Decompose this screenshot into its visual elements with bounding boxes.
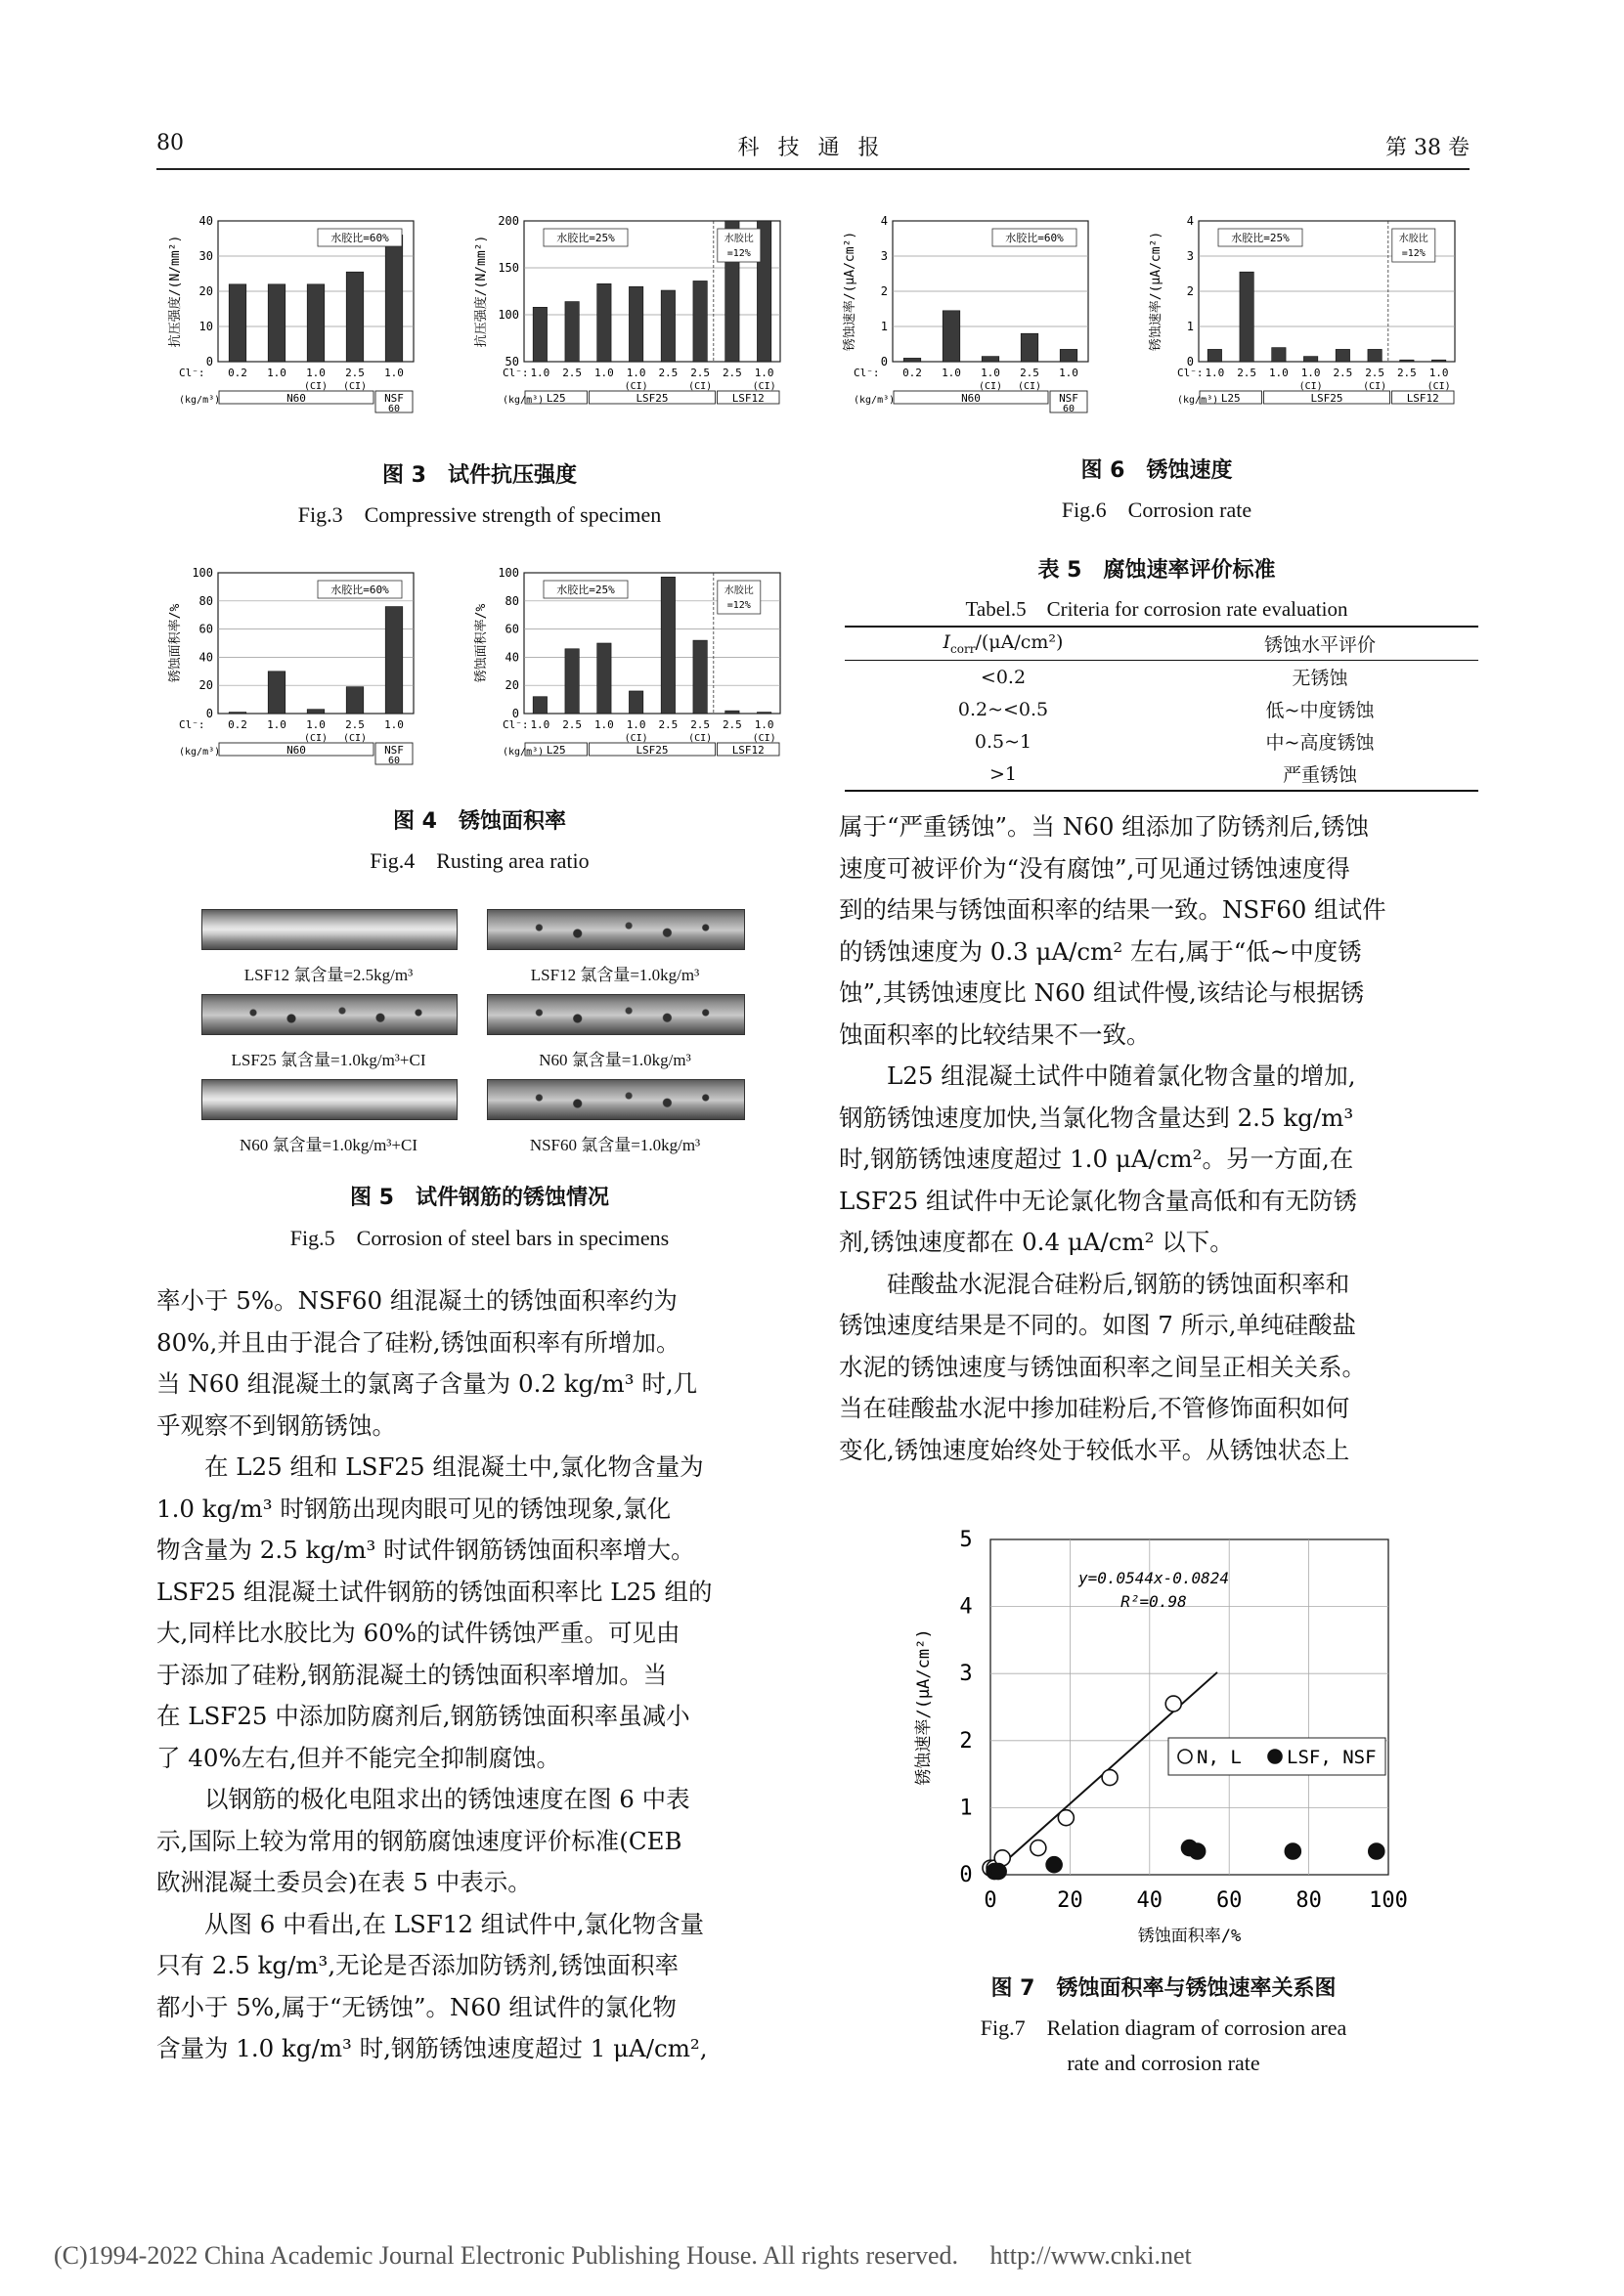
x-tick-label: 2.5 <box>658 367 679 379</box>
fig5-caption-cn: 图 5 试件钢筋的锈蚀情况 <box>350 1186 609 1210</box>
legend-marker-open <box>1178 1750 1192 1763</box>
y-tick-label: 80 <box>505 593 519 608</box>
group-label: NSF <box>1059 392 1078 405</box>
cl-label: Cl⁻: <box>179 367 205 379</box>
group-sublabel: 60 <box>387 404 401 414</box>
y-tick-label: 0 <box>880 355 888 368</box>
x-tick-label: 1.0 <box>626 367 646 379</box>
bar <box>229 284 246 362</box>
bar <box>533 307 547 362</box>
page-number: 80 <box>156 131 184 155</box>
group-label: LSF25 <box>1310 392 1343 405</box>
x-tick-label: 1.0 <box>754 367 774 379</box>
cl-label: Cl⁻: <box>179 718 205 731</box>
x-tick-label: 1.0 <box>1205 367 1225 379</box>
x-tick-label: 2.5 <box>345 718 365 731</box>
y-tick-label: 2 <box>880 284 888 298</box>
x-tick-label: 1.0 <box>593 718 614 731</box>
bar <box>385 607 403 714</box>
group-label: N60 <box>286 392 306 405</box>
y-tick-label: 60 <box>198 622 213 636</box>
fig4-chart <box>164 559 795 792</box>
y-tick-label: 100 <box>498 566 519 580</box>
bar <box>1336 349 1349 362</box>
fig4-caption-en: Fig.4 Rusting area ratio <box>370 848 590 873</box>
cl-label: Cl⁻: <box>854 367 880 379</box>
x-tick-sublabel: (CI) <box>752 733 776 744</box>
y-axis-label: 抗压强度/(N/mm²) <box>168 235 183 348</box>
bar <box>1060 349 1077 362</box>
x-tick-label: 60 <box>1215 1888 1243 1913</box>
bar <box>1368 349 1382 362</box>
table-cell: <0.2 <box>980 666 1027 688</box>
y-tick-label: 50 <box>505 355 519 368</box>
fig6-right-panel <box>1148 214 1455 406</box>
y-tick-label: 0 <box>205 707 213 720</box>
x-tick-label: 0.2 <box>902 367 922 379</box>
fig3-caption-cn: 图 3 试件抗压强度 <box>382 463 577 488</box>
y-axis-label: 锈蚀面积率/% <box>474 603 489 683</box>
y-tick-label: 3 <box>1186 249 1194 263</box>
x-tick-sublabel: (CI) <box>1426 381 1451 392</box>
paragraph: 从图 6 中看出,在 LSF12 组试件中,氯化物含量 只有 2.5 kg/m³,无论是否添加防锈剂,锈蚀面积率 都小于 5%,属于“无锈蚀”。N60 组试件的氯化物 含量为 1.0 kg/m³ 时,钢筋锈蚀速度超过 1 μA/cm², <box>156 1909 708 2062</box>
y-tick-label: 100 <box>498 308 519 322</box>
fig7-scatter <box>900 1525 1408 1955</box>
y-tick-label: 0 <box>511 707 519 720</box>
group-label: LSF12 <box>731 744 765 757</box>
photo-label: N60 氯含量=1.0kg/m³ <box>539 1051 691 1069</box>
note-label: =12% <box>1401 248 1426 259</box>
y-tick-label: 30 <box>198 249 213 263</box>
steel-bar-photo <box>487 909 745 950</box>
x-tick-sublabel: (CI) <box>342 733 368 744</box>
x-tick-sublabel: (CI) <box>1363 381 1387 392</box>
y-tick-label: 60 <box>505 622 519 636</box>
bar <box>903 358 921 362</box>
cl-label: Cl⁻: <box>503 367 529 379</box>
bar <box>565 649 579 714</box>
photo-label: NSF60 氯含量=1.0kg/m³ <box>529 1136 701 1154</box>
x-tick-sublabel: (CI) <box>978 381 1003 392</box>
fig5-caption-en: Fig.5 Corrosion of steel bars in specimens <box>289 1226 670 1250</box>
x-tick-label: 100 <box>1369 1888 1408 1913</box>
x-tick-label: 2.5 <box>1365 367 1385 379</box>
note-label: 水胶比=25% <box>1231 232 1290 244</box>
group-label: LSF25 <box>636 744 669 757</box>
group-sublabel: 60 <box>387 756 401 766</box>
x-axis-label: 锈蚀面积率/% <box>1137 1927 1242 1946</box>
left-column-text <box>156 1280 790 2070</box>
legend-marker-filled <box>1268 1750 1282 1763</box>
fig4-caption-cn: 图 4 锈蚀面积率 <box>393 809 566 834</box>
bar <box>1272 348 1286 362</box>
y-tick-label: 100 <box>192 566 213 580</box>
y-tick-label: 5 <box>959 1528 973 1552</box>
y-axis-label: 锈蚀速率/(μA/cm²) <box>1149 231 1163 352</box>
x-tick-label: 2.5 <box>722 367 742 379</box>
data-point-filled <box>1285 1843 1300 1859</box>
x-tick-label: 1.0 <box>593 367 614 379</box>
x-tick-label: 1.0 <box>530 718 550 731</box>
x-tick-sublabel: (CI) <box>688 733 713 744</box>
fit-equation: y=0.0544x-0.0824 <box>1077 1569 1230 1587</box>
note-label: 水胶比=25% <box>556 232 615 244</box>
note-label: 水胶比=60% <box>330 584 389 596</box>
y-tick-label: 4 <box>1186 214 1194 228</box>
data-point-open <box>1165 1696 1181 1711</box>
photo-label: LSF25 氯含量=1.0kg/m³+CI <box>231 1051 426 1069</box>
paragraph: 硅酸盐水泥混合硅粉后,钢筋的锈蚀面积率和 锈蚀速度结果是不同的。如图 7 所示,单纯硅酸盐 水泥的锈蚀速度与锈蚀面积率之间呈正相关关系。 当在硅酸盐水泥中掺加硅粉后,不管修饰面积如何 变化,锈蚀速度始终处于较低水平。从锈蚀状态上 <box>839 1269 1366 1464</box>
y-tick-label: 0 <box>205 355 213 368</box>
cl-label: Cl⁻: <box>503 718 529 731</box>
x-tick-label: 1.0 <box>754 718 774 731</box>
bar <box>565 302 579 362</box>
unit-label: (kg/m³) <box>854 395 896 406</box>
table-header-level: 锈蚀水平评价 <box>1263 634 1376 656</box>
table-cell: 无锈蚀 <box>1292 668 1348 689</box>
x-tick-sublabel: (CI) <box>752 381 776 392</box>
x-tick-label: 0.2 <box>228 367 247 379</box>
table5-title-cn: 表 5 腐蚀速率评价标准 <box>1037 558 1276 583</box>
x-tick-sublabel: (CI) <box>624 381 648 392</box>
fig3-right-panel <box>473 214 780 406</box>
group-label: NSF <box>384 392 404 405</box>
volume-label: 第 38 卷 <box>1385 136 1470 160</box>
x-tick-label: 2.5 <box>658 718 679 731</box>
group-label: L25 <box>546 392 566 405</box>
paragraph: L25 组混凝土试件中随着氯化物含量的增加, 钢筋锈蚀速度加快,当氯化物含量达到 2.5 kg/m³ 时,钢筋锈蚀速度超过 1.0 μA/cm²。另一方面,在 LSF25 组试件中无论氯化物含量高低和有无防锈 剂,锈蚀速度都在 0.4 μA/cm² 以下。 <box>839 1061 1358 1256</box>
x-tick-label: 2.5 <box>562 367 583 379</box>
x-tick-label: 1.0 <box>306 367 326 379</box>
note-label: =12% <box>726 600 751 611</box>
y-tick-label: 3 <box>959 1662 973 1687</box>
note-label: 水胶比 <box>724 234 754 244</box>
y-tick-label: 1 <box>1186 320 1194 333</box>
journal-title: 科 技 通 报 <box>737 136 886 160</box>
data-point-open <box>1102 1770 1118 1786</box>
bar <box>661 290 675 362</box>
unit-label: (kg/m³) <box>503 395 545 406</box>
unit-label: (kg/m³) <box>1177 395 1219 406</box>
bar <box>1021 333 1038 362</box>
unit-label: (kg/m³) <box>179 747 221 758</box>
y-tick-label: 10 <box>198 320 213 333</box>
group-sublabel: 60 <box>1062 404 1075 414</box>
x-tick-label: 2.5 <box>1333 367 1353 379</box>
cl-label: Cl⁻: <box>1177 367 1204 379</box>
bar <box>725 711 739 714</box>
bar <box>629 286 642 362</box>
fig3-caption-en: Fig.3 Compressive strength of specimen <box>297 502 662 527</box>
unit-label: (kg/m³) <box>503 747 545 758</box>
y-tick-label: 0 <box>959 1863 973 1887</box>
y-tick-label: 1 <box>959 1796 973 1821</box>
bar <box>661 577 675 714</box>
steel-bar-photo <box>201 994 458 1035</box>
fig3-chart <box>164 207 795 440</box>
bar <box>307 710 325 714</box>
x-tick-label: 1.0 <box>981 367 1000 379</box>
fig6-chart <box>839 207 1474 440</box>
x-tick-sublabel: (CI) <box>342 381 368 392</box>
photo-label: LSF12 氯含量=1.0kg/m³ <box>530 966 700 984</box>
y-tick-label: 2 <box>959 1728 973 1754</box>
unit-label: (kg/m³) <box>179 395 221 406</box>
y-tick-label: 20 <box>505 678 519 693</box>
table-row <box>845 693 1478 725</box>
group-label: NSF <box>384 744 404 757</box>
table-cell: >1 <box>988 762 1017 785</box>
bar <box>693 640 707 714</box>
table-cell: 中~高度锈蚀 <box>1265 732 1375 754</box>
data-point-open <box>1058 1810 1074 1826</box>
steel-bar-photo <box>201 909 458 950</box>
x-tick-label: 0 <box>984 1888 997 1913</box>
x-tick-label: 1.0 <box>942 367 961 379</box>
y-tick-label: 4 <box>880 214 888 228</box>
x-tick-label: 1.0 <box>267 718 286 731</box>
bar <box>693 281 707 362</box>
group-label: L25 <box>546 744 566 757</box>
paragraph: 以钢筋的极化电阻求出的锈蚀速度在图 6 中表 示,国际上较为常用的钢筋腐蚀速度评价标准(CEB 欧洲混凝土委员会)在表 5 中表示。 <box>156 1785 690 1896</box>
table5-title-en: Tabel.5 Criteria for corrosion rate evaluation <box>965 597 1348 621</box>
y-tick-label: 80 <box>198 593 213 608</box>
y-tick-label: 0 <box>1186 355 1194 368</box>
x-tick-label: 2.5 <box>690 367 711 379</box>
y-axis-label: 锈蚀面积率/% <box>168 603 183 683</box>
data-point-filled <box>990 1864 1006 1880</box>
x-tick-label: 1.0 <box>1268 367 1289 379</box>
fig3-left-panel <box>167 214 414 414</box>
x-tick-sublabel: (CI) <box>1298 381 1323 392</box>
fig6-left-panel <box>842 214 1088 414</box>
x-tick-label: 2.5 <box>690 718 711 731</box>
plot-frame <box>990 1539 1388 1875</box>
data-point-open <box>1031 1841 1046 1856</box>
note-label: 水胶比 <box>724 585 754 596</box>
y-tick-label: 3 <box>880 249 888 263</box>
y-tick-label: 20 <box>198 678 213 693</box>
y-axis-label: 锈蚀速率/(μA/cm²) <box>843 231 857 352</box>
x-tick-label: 1.0 <box>1059 367 1078 379</box>
fig7-plot <box>914 1528 1408 1946</box>
bar <box>307 284 325 362</box>
paragraph: 在 L25 组和 LSF25 组混凝土中,氯化物含量为 1.0 kg/m³ 时钢筋出现肉眼可见的锈蚀现象,氯化 物含量为 2.5 kg/m³ 时试件钢筋锈蚀面积率增大。 LSF25 组混凝土试件钢筋的锈蚀面积率比 L25 组的 大,同样比水胶比为 60%的试件锈蚀严重。可见由 于添加了硅粉,钢筋混凝土的锈蚀面积率增加。当 在 LSF25 中添加防腐剂后,钢筋锈蚀面积率虽减小 了 40%左右,但并不能完全抑制腐蚀。 <box>156 1452 713 1772</box>
bar <box>533 697 547 714</box>
x-tick-label: 1.0 <box>267 367 286 379</box>
x-tick-label: 2.5 <box>722 718 742 731</box>
y-axis-label: 锈蚀速率/(μA/cm²) <box>914 1628 934 1786</box>
fig7-caption-en-1: Fig.7 Relation diagram of corrosion area <box>980 2015 1347 2040</box>
x-tick-label: 2.5 <box>345 367 365 379</box>
fig7-caption-en-2: rate and corrosion rate <box>1067 2051 1260 2075</box>
bar <box>1431 360 1445 362</box>
bar <box>1240 272 1253 362</box>
fig7-caption-cn: 图 7 锈蚀面积率与锈蚀速率关系图 <box>990 1976 1337 2001</box>
x-tick-label: 1.0 <box>1428 367 1449 379</box>
x-tick-label: 20 <box>1057 1888 1083 1913</box>
bar <box>1303 357 1317 362</box>
y-tick-label: 40 <box>198 650 213 665</box>
x-tick-sublabel: (CI) <box>1017 381 1042 392</box>
group-label: N60 <box>286 744 306 757</box>
fit-r2: R²=0.98 <box>1120 1592 1187 1611</box>
legend-label-open: N, L <box>1197 1747 1242 1768</box>
y-tick-label: 200 <box>498 214 519 228</box>
data-point-filled <box>1046 1857 1062 1873</box>
bar <box>229 713 246 714</box>
bar <box>629 691 642 714</box>
table-cell: 0.5~1 <box>974 730 1032 753</box>
group-label: LSF25 <box>636 392 669 405</box>
x-tick-label: 2.5 <box>1237 367 1257 379</box>
note-label: 水胶比 <box>1398 234 1428 244</box>
table-cell: 0.2~<0.5 <box>957 698 1049 720</box>
bar <box>268 284 285 362</box>
fig6-caption-cn: 图 6 锈蚀速度 <box>1080 458 1233 483</box>
data-point-filled <box>1369 1843 1384 1859</box>
group-label: LSF12 <box>731 392 765 405</box>
note-label: 水胶比=60% <box>1005 232 1064 244</box>
table-row <box>845 725 1478 758</box>
bar <box>757 713 770 714</box>
x-tick-label: 40 <box>1136 1888 1163 1913</box>
group-label: L25 <box>1220 392 1241 405</box>
copyright-footer: (C)1994-2022 China Academic Journal Electronic Publishing House. All rights reserved. http://www.cnki.net <box>54 2241 1192 2270</box>
note-label: 水胶比=25% <box>556 584 615 596</box>
paragraph: 率小于 5%。NSF60 组混凝土的锈蚀面积率约为 80%,并且由于混合了硅粉,锈蚀面积率有所增加。 当 N60 组混凝土的氯离子含量为 0.2 kg/m³ 时,几 乎观察不到钢筋锈蚀。 <box>156 1286 698 1440</box>
group-label: N60 <box>961 392 981 405</box>
data-point-filled <box>1190 1843 1206 1859</box>
steel-bar-photo <box>487 994 745 1035</box>
bar <box>346 687 364 714</box>
fig4-left-panel <box>167 566 414 766</box>
x-tick-label: 1.0 <box>626 718 646 731</box>
x-tick-label: 1.0 <box>384 367 404 379</box>
note-label: 水胶比=60% <box>330 232 389 244</box>
y-tick-label: 20 <box>198 284 213 298</box>
x-tick-sublabel: (CI) <box>624 733 648 744</box>
y-tick-label: 4 <box>959 1594 973 1620</box>
y-tick-label: 40 <box>505 650 519 665</box>
x-tick-label: 1.0 <box>384 718 404 731</box>
bar <box>385 235 403 362</box>
y-tick-label: 150 <box>498 261 519 275</box>
right-column-text <box>839 806 1472 1471</box>
y-tick-label: 40 <box>198 214 213 228</box>
table-row <box>845 758 1478 791</box>
x-tick-label: 0.2 <box>228 718 247 731</box>
fig4-right-panel <box>473 566 780 758</box>
bar <box>943 311 960 362</box>
table-header-icorr: $I_{corr}/(\mu A/cm^2)$ <box>943 631 1064 656</box>
bar <box>268 671 285 714</box>
note-label: =12% <box>726 248 751 259</box>
bar <box>597 283 611 362</box>
y-tick-label: 1 <box>880 320 888 333</box>
table-row <box>845 661 1478 694</box>
steel-bar-photo <box>201 1079 458 1120</box>
x-tick-sublabel: (CI) <box>688 381 713 392</box>
paragraph: 属于“严重锈蚀”。当 N60 组添加了防锈剂后,锈蚀 速度可被评价为“没有腐蚀”,可见通过锈蚀速度得 到的结果与锈蚀面积率的结果一致。NSF60 组试件 的锈蚀速度为 0.3 μA/cm² 左右,属于“低~中度锈 蚀”,其锈蚀速度比 N60 组试件慢,该结论与根据锈 蚀面积率的比较结果不一致。 <box>839 812 1386 1049</box>
bar <box>982 357 999 362</box>
x-tick-sublabel: (CI) <box>303 733 329 744</box>
corrosion-criteria-table <box>845 626 1478 792</box>
photo-label: N60 氯含量=1.0kg/m³+CI <box>240 1136 417 1154</box>
legend-label-filled: LSF, NSF <box>1287 1747 1377 1768</box>
bar <box>597 643 611 714</box>
x-tick-label: 2.5 <box>562 718 583 731</box>
table-cell: 低~中度锈蚀 <box>1265 700 1375 721</box>
bar <box>1207 349 1221 362</box>
header-rule <box>156 168 1470 170</box>
x-tick-label: 2.5 <box>1020 367 1039 379</box>
steel-bar-photo <box>487 1079 745 1120</box>
fig6-caption-en: Fig.6 Corrosion rate <box>1061 498 1252 522</box>
x-tick-sublabel: (CI) <box>303 381 329 392</box>
x-tick-label: 2.5 <box>1396 367 1417 379</box>
table-header-row <box>845 627 1478 661</box>
y-tick-label: 2 <box>1186 284 1194 298</box>
group-label: LSF12 <box>1406 392 1439 405</box>
y-axis-label: 抗压强度/(N/mm²) <box>474 235 489 348</box>
bar <box>1400 360 1414 362</box>
x-tick-label: 1.0 <box>530 367 550 379</box>
table-cell: 严重锈蚀 <box>1282 764 1357 786</box>
x-tick-label: 1.0 <box>1300 367 1321 379</box>
bar <box>346 272 364 362</box>
x-tick-label: 1.0 <box>306 718 326 731</box>
photo-label: LSF12 氯含量=2.5kg/m³ <box>243 966 414 984</box>
x-tick-label: 80 <box>1295 1888 1322 1913</box>
